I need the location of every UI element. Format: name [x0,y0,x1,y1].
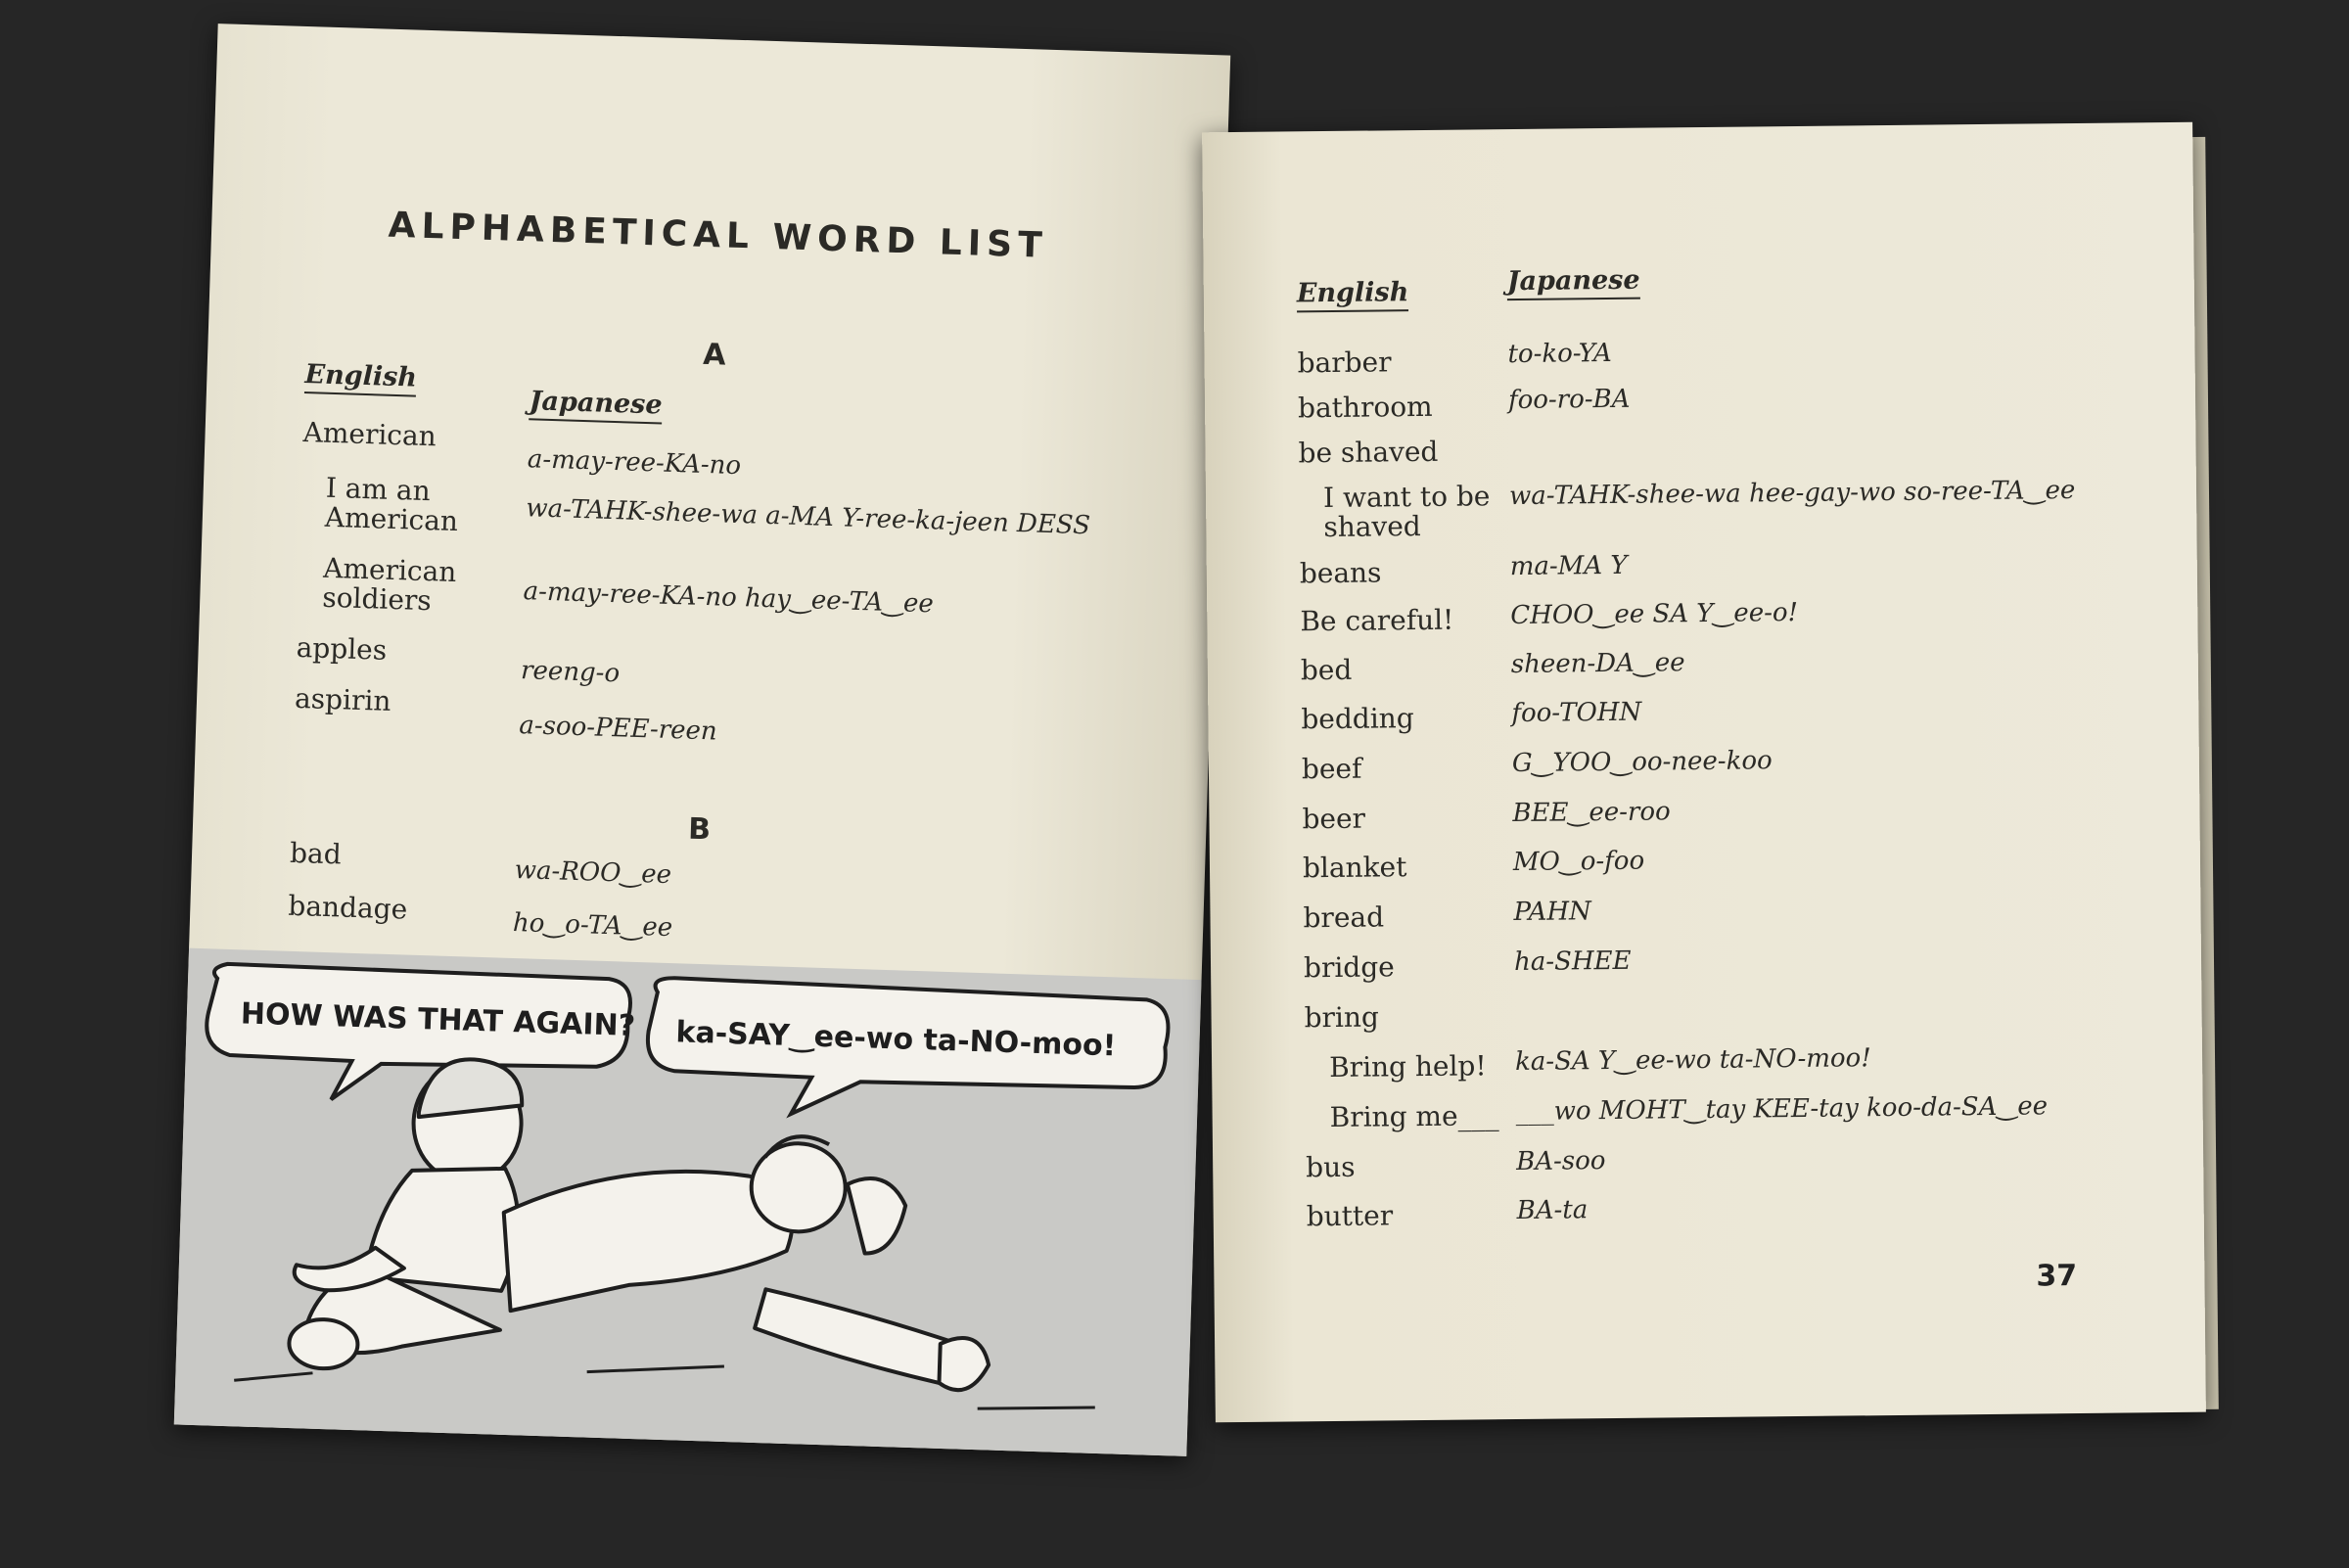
entry-english: bandage [287,889,408,926]
right-page [1202,122,2206,1423]
entry-english: American [302,416,438,453]
entry-english: barber [1297,346,1392,380]
entry-japanese: CHOO‿ee SA Y‿ee-o! [1510,597,1799,631]
entry-english: beer [1302,802,1366,836]
page-number: 37 [2036,1259,2078,1294]
entry-english: aspirin [294,681,392,717]
entry-japanese: MO‿o-foo [1512,846,1645,878]
entry-japanese: ___wo MOHT‿tay KEE-tay koo-da-SA‿ee [1515,1091,2049,1128]
entry-japanese: wa-TAHK-shee-wa hee-gay-wo so-ree-TA‿ee [1508,476,2076,512]
entry-japanese: ha-SHEE [1513,945,1632,978]
english-column-header: English [304,359,417,397]
speech-bubble-right [646,977,1170,1126]
entry-english: bread [1303,900,1385,935]
lying-man-figure [498,1128,995,1392]
entry-japanese: G‿YOO‿oo-nee-koo [1511,746,1773,779]
cartoon-drawing [174,948,1202,1456]
entry-japanese: a-soo-PEE-reen [518,711,718,747]
entry-english: bad [289,836,343,871]
english-column-header: English [1297,277,1409,312]
entry-english: apples [296,630,388,667]
entry-english: Be careful! [1300,603,1454,638]
entry-japanese: foo-ro-BA [1507,384,1631,416]
cartoon-illustration [174,948,1202,1456]
entry-japanese: wa-TAHK-shee-wa a-MA Y-ree-ka-jeen DESS [525,493,1091,541]
entry-english: bed [1300,653,1353,687]
entry-english: Bring me___ [1329,1099,1499,1134]
entry-japanese: BEE‿ee-roo [1512,797,1671,829]
entry-english: bathroom [1297,390,1433,425]
entry-japanese: to-ko-YA [1507,338,1612,370]
entry-english: bedding [1301,702,1414,736]
entry-japanese: ka-SA Y‿ee-wo ta-NO-moo! [1514,1043,1871,1078]
entry-english: bring [1304,1000,1380,1035]
entry-japanese: PAHN [1513,897,1591,928]
entry-japanese: BA-soo [1516,1146,1606,1177]
entry-english: beans [1299,556,1382,590]
entry-english: blanket [1302,851,1407,885]
entry-english: be shaved [1298,435,1439,470]
entry-japanese: reeng-o [520,656,621,689]
entry-english: American soldiers [321,551,457,618]
section-letter-b: B [687,811,712,848]
japanese-column-header: Japanese [529,386,663,424]
entry-japanese: ho‿o-TA‿ee [512,908,673,944]
left-page [174,23,1230,1456]
speech-bubble-left [205,963,637,1109]
entry-english: I want to be shaved [1322,480,1491,544]
entry-japanese: sheen-DA‿ee [1510,648,1685,680]
entry-english: beef [1301,752,1362,786]
entry-japanese: wa-ROO‿ee [514,855,672,891]
bubble-left-text: HOW WAS THAT AGAIN? [240,996,636,1043]
entry-japanese: foo-TOHN [1511,697,1642,729]
page-title: ALPHABETICAL WORD LIST [388,205,1049,266]
entry-japanese: a-may-ree-KA-no hay‿ee-TA‿ee [523,576,935,620]
entry-japanese: a-may-ree-KA-no [527,444,742,482]
soldier-figure [289,1054,524,1374]
entry-english: I am an American [324,471,459,538]
entry-japanese: BA-ta [1516,1195,1589,1226]
entry-japanese: ma-MA Y [1509,550,1628,582]
entry-english: butter [1306,1199,1394,1233]
japanese-column-header: Japanese [1507,265,1640,300]
entry-english: bus [1306,1150,1356,1184]
entry-english: Bring help! [1328,1049,1487,1084]
section-letter-a: A [702,337,727,373]
entry-english: bridge [1303,950,1395,985]
bubble-right-text: ka-SAY‿ee-wo ta-NO-moo! [675,1015,1117,1064]
